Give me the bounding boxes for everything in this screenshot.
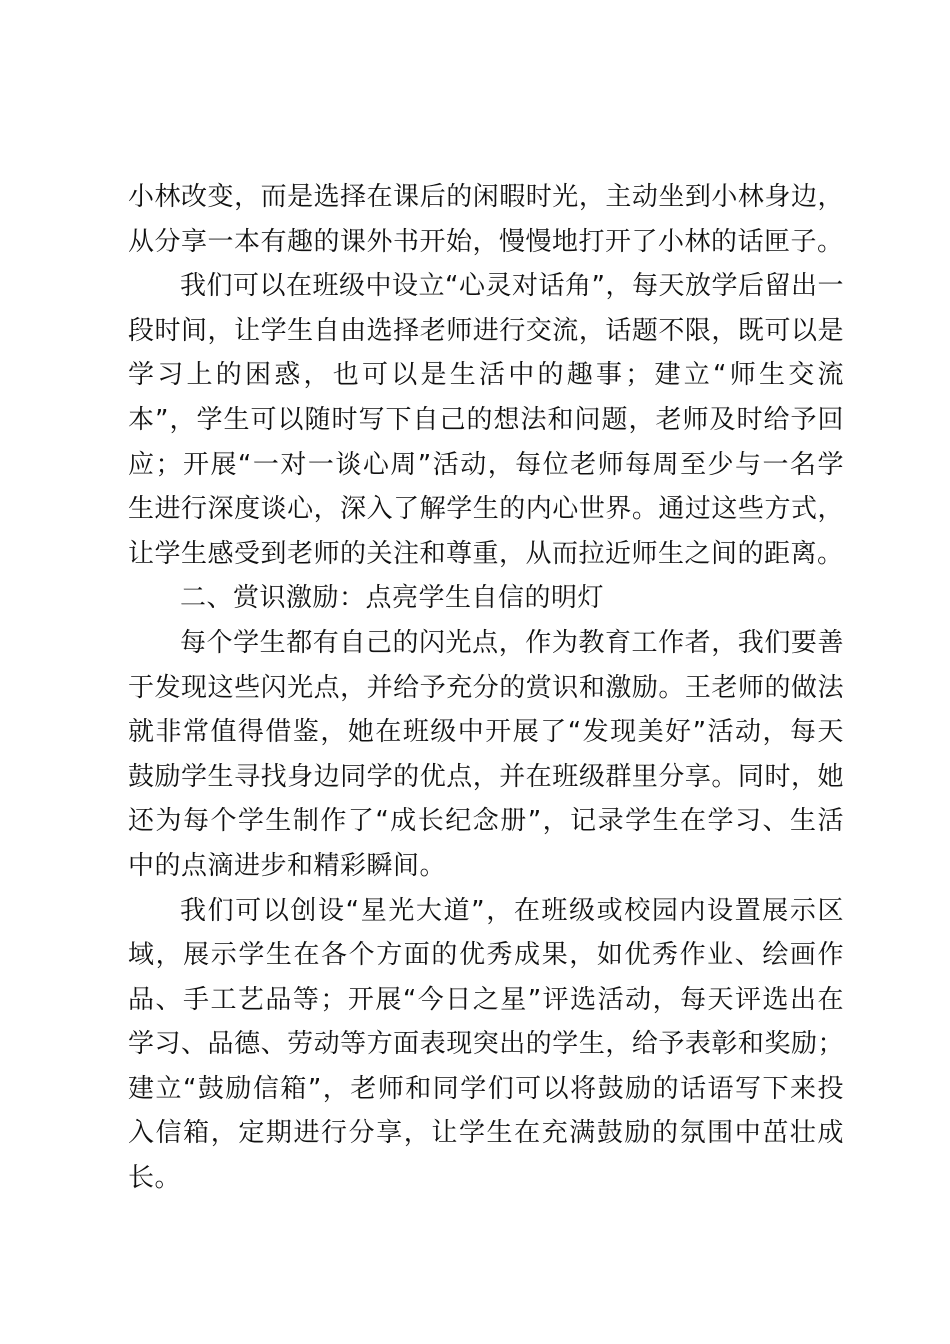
paragraph-continuation: 小林改变，而是选择在课后的闲暇时光，主动坐到小林身边，从分享一本有趣的课外书开始，慢慢地打开了小林的话匣子。 (128, 182, 844, 257)
document-body (128, 175, 844, 1201)
paragraph-dialogue-corner: 我们可以在班级中设立“心灵对话角”，每天放学后留出一段时间，让学生自由选择老师进行交流，话题不限，既可以是学习上的困惑，也可以是生活中的趣事；建立“师生交流本”，学生可以随时写下自己的想法和问题，老师及时给予回应；开展“一对一谈心周”活动，每位老师每周至少与一名学生进行深度谈心，深入了解学生的内心世界。通过这些方式，让学生感受到老师的关注和尊重，从而拉近师生之间的距离。 (128, 271, 844, 569)
paragraph-star-avenue: 我们可以创设“星光大道”，在班级或校园内设置展示区域，展示学生在各个方面的优秀成果，如优秀作业、绘画作品、手工艺品等；开展“今日之星”评选活动，每天评选出在学习、品德、劳动等方面表现突出的学生，给予表彰和奖励；建立“鼓励信箱”，老师和同学们可以将鼓励的话语写下来投入信箱，定期进行分享，让学生在充满鼓励的氛围中茁壮成长。 (128, 895, 844, 1194)
paragraph-bright-spots: 每个学生都有自己的闪光点，作为教育工作者，我们要善于发现这些闪光点，并给予充分的赏识和激励。王老师的做法就非常值得借鉴，她在班级中开展了“发现美好”活动，每天鼓励学生寻找身边同学的优点，并在班级群里分享。同时，她还为每个学生制作了“成长纪念册”，记录学生在学习、生活中的点滴进步和精彩瞬间。 (128, 627, 844, 881)
section-heading-appreciation: 二、赏识激励：点亮学生自信的明灯 (180, 583, 605, 614)
